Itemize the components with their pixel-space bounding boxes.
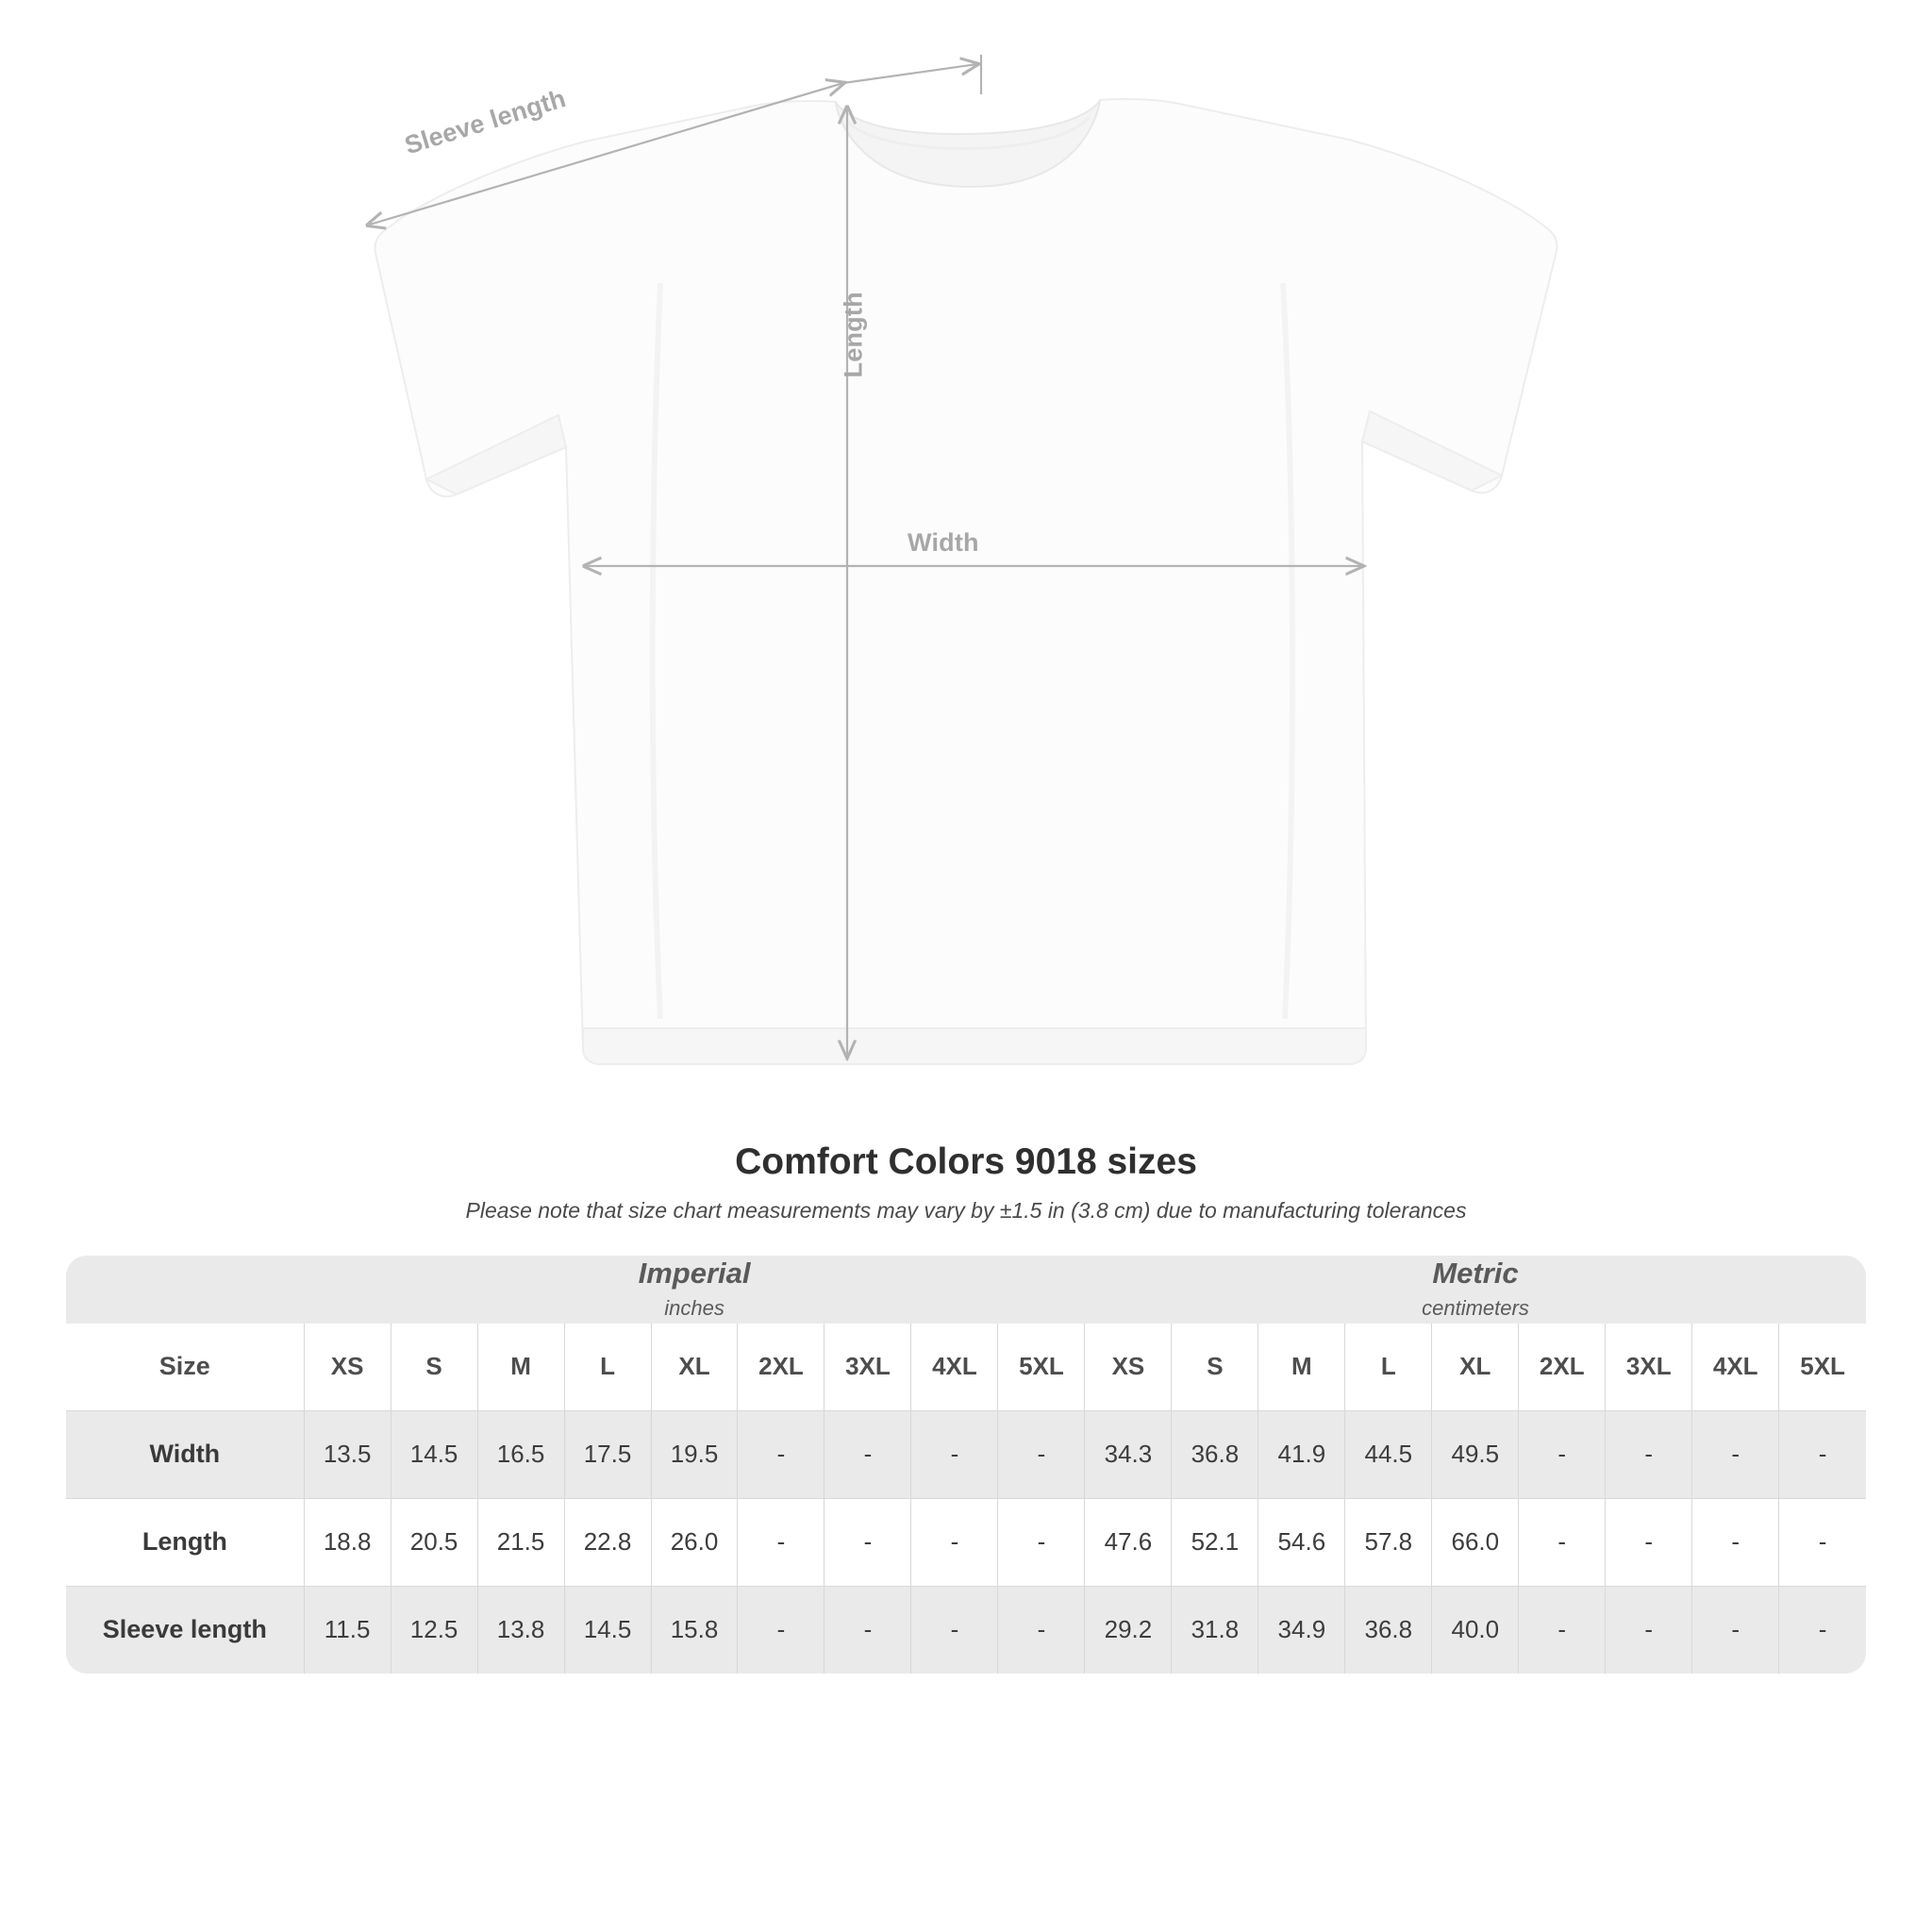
size-col-imperial-2xl: 2XL [738, 1324, 824, 1411]
cell-width-imperial-m: 16.5 [477, 1410, 564, 1498]
cell-width-metric-xl: 49.5 [1432, 1410, 1519, 1498]
unit-sub-metric: centimeters [1422, 1295, 1529, 1320]
cell-length-imperial-m: 21.5 [477, 1498, 564, 1586]
size-col-imperial-l: L [564, 1324, 651, 1411]
size-col-metric-2xl: 2XL [1519, 1324, 1606, 1411]
cell-width-metric-s: 36.8 [1172, 1410, 1258, 1498]
cell-sleeve-metric-xl: 40.0 [1432, 1586, 1519, 1674]
size-table [66, 1256, 1866, 1674]
unit-header-metric [1085, 1256, 1866, 1324]
table-row-width [66, 1410, 1866, 1498]
cell-sleeve-imperial-l: 14.5 [564, 1586, 651, 1674]
cell-width-imperial-2xl: - [738, 1410, 824, 1498]
cell-length-imperial-l: 22.8 [564, 1498, 651, 1586]
cell-length-imperial-4xl: - [911, 1498, 998, 1586]
cell-sleeve-metric-3xl: - [1606, 1586, 1692, 1674]
cell-width-metric-5xl: - [1779, 1410, 1866, 1498]
size-col-imperial-xs: XS [304, 1324, 391, 1411]
cell-sleeve-imperial-2xl: - [738, 1586, 824, 1674]
cell-length-metric-5xl: - [1779, 1498, 1866, 1586]
label-sleeve-length: Sleeve length [401, 84, 570, 160]
cell-width-metric-2xl: - [1519, 1410, 1606, 1498]
cell-width-metric-m: 41.9 [1258, 1410, 1345, 1498]
cell-width-imperial-s: 14.5 [391, 1410, 477, 1498]
size-col-metric-3xl: 3XL [1606, 1324, 1692, 1411]
size-table-wrapper [66, 1256, 1866, 1674]
size-col-imperial-4xl: 4XL [911, 1324, 998, 1411]
cell-length-metric-l: 57.8 [1345, 1498, 1432, 1586]
chart-header [0, 1141, 1932, 1224]
unit-header-row [66, 1256, 1866, 1324]
cell-width-imperial-5xl: - [998, 1410, 1085, 1498]
label-length: Length [839, 291, 868, 378]
cell-sleeve-metric-s: 31.8 [1172, 1586, 1258, 1674]
label-width: Width [908, 528, 979, 557]
cell-width-metric-4xl: - [1692, 1410, 1779, 1498]
cell-length-metric-xs: 47.6 [1085, 1498, 1172, 1586]
unit-sub-imperial: inches [664, 1295, 724, 1320]
page-title: Comfort Colors 9018 sizes [735, 1141, 1197, 1182]
cell-sleeve-metric-xs: 29.2 [1085, 1586, 1172, 1674]
cell-width-metric-l: 44.5 [1345, 1410, 1432, 1498]
size-col-metric-l: L [1345, 1324, 1432, 1411]
cell-width-imperial-3xl: - [824, 1410, 911, 1498]
cell-sleeve-metric-l: 36.8 [1345, 1586, 1432, 1674]
size-col-imperial-s: S [391, 1324, 477, 1411]
cell-width-metric-xs: 34.3 [1085, 1410, 1172, 1498]
cell-length-metric-3xl: - [1606, 1498, 1692, 1586]
cell-sleeve-imperial-xl: 15.8 [651, 1586, 738, 1674]
row-header-size: Size [66, 1324, 304, 1411]
unit-header-imperial [304, 1256, 1085, 1324]
size-col-metric-s: S [1172, 1324, 1258, 1411]
cell-width-metric-3xl: - [1606, 1410, 1692, 1498]
cell-sleeve-imperial-3xl: - [824, 1586, 911, 1674]
cell-length-metric-4xl: - [1692, 1498, 1779, 1586]
cell-length-imperial-xl: 26.0 [651, 1498, 738, 1586]
row-header-length: Length [66, 1498, 304, 1586]
cell-length-metric-m: 54.6 [1258, 1498, 1345, 1586]
table-row-sleeve-length [66, 1586, 1866, 1674]
size-col-metric-m: M [1258, 1324, 1345, 1411]
cell-length-metric-xl: 66.0 [1432, 1498, 1519, 1586]
cell-width-imperial-l: 17.5 [564, 1410, 651, 1498]
size-col-imperial-3xl: 3XL [824, 1324, 911, 1411]
cell-length-metric-s: 52.1 [1172, 1498, 1258, 1586]
size-col-imperial-xl: XL [651, 1324, 738, 1411]
cell-sleeve-imperial-4xl: - [911, 1586, 998, 1674]
size-header-row [66, 1324, 1866, 1411]
size-col-imperial-5xl: 5XL [998, 1324, 1085, 1411]
cell-length-imperial-s: 20.5 [391, 1498, 477, 1586]
cell-length-imperial-3xl: - [824, 1498, 911, 1586]
cell-length-imperial-2xl: - [738, 1498, 824, 1586]
cell-length-metric-2xl: - [1519, 1498, 1606, 1586]
unit-name-metric: Metric [1432, 1257, 1519, 1290]
unit-corner-cell [66, 1256, 304, 1324]
cell-sleeve-imperial-xs: 11.5 [304, 1586, 391, 1674]
cell-sleeve-metric-5xl: - [1779, 1586, 1866, 1674]
table-row-length [66, 1498, 1866, 1586]
unit-name-imperial: Imperial [638, 1257, 751, 1290]
cell-sleeve-metric-4xl: - [1692, 1586, 1779, 1674]
cell-width-imperial-xl: 19.5 [651, 1410, 738, 1498]
tolerance-note: Please note that size chart measurements may vary by ±1.5 in (3.8 cm) due to manufacturing tolerances [465, 1198, 1467, 1223]
size-col-imperial-m: M [477, 1324, 564, 1411]
size-col-metric-5xl: 5XL [1779, 1324, 1866, 1411]
size-col-metric-xl: XL [1432, 1324, 1519, 1411]
cell-sleeve-imperial-m: 13.8 [477, 1586, 564, 1674]
cell-width-imperial-xs: 13.5 [304, 1410, 391, 1498]
size-col-metric-4xl: 4XL [1692, 1324, 1779, 1411]
cell-length-imperial-5xl: - [998, 1498, 1085, 1586]
row-header-sleeve-length: Sleeve length [66, 1586, 304, 1674]
cell-width-imperial-4xl: - [911, 1410, 998, 1498]
size-col-metric-xs: XS [1085, 1324, 1172, 1411]
cell-sleeve-metric-m: 34.9 [1258, 1586, 1345, 1674]
cell-sleeve-imperial-5xl: - [998, 1586, 1085, 1674]
row-header-width: Width [66, 1410, 304, 1498]
cell-sleeve-metric-2xl: - [1519, 1586, 1606, 1674]
cell-length-imperial-xs: 18.8 [304, 1498, 391, 1586]
cell-sleeve-imperial-s: 12.5 [391, 1586, 477, 1674]
